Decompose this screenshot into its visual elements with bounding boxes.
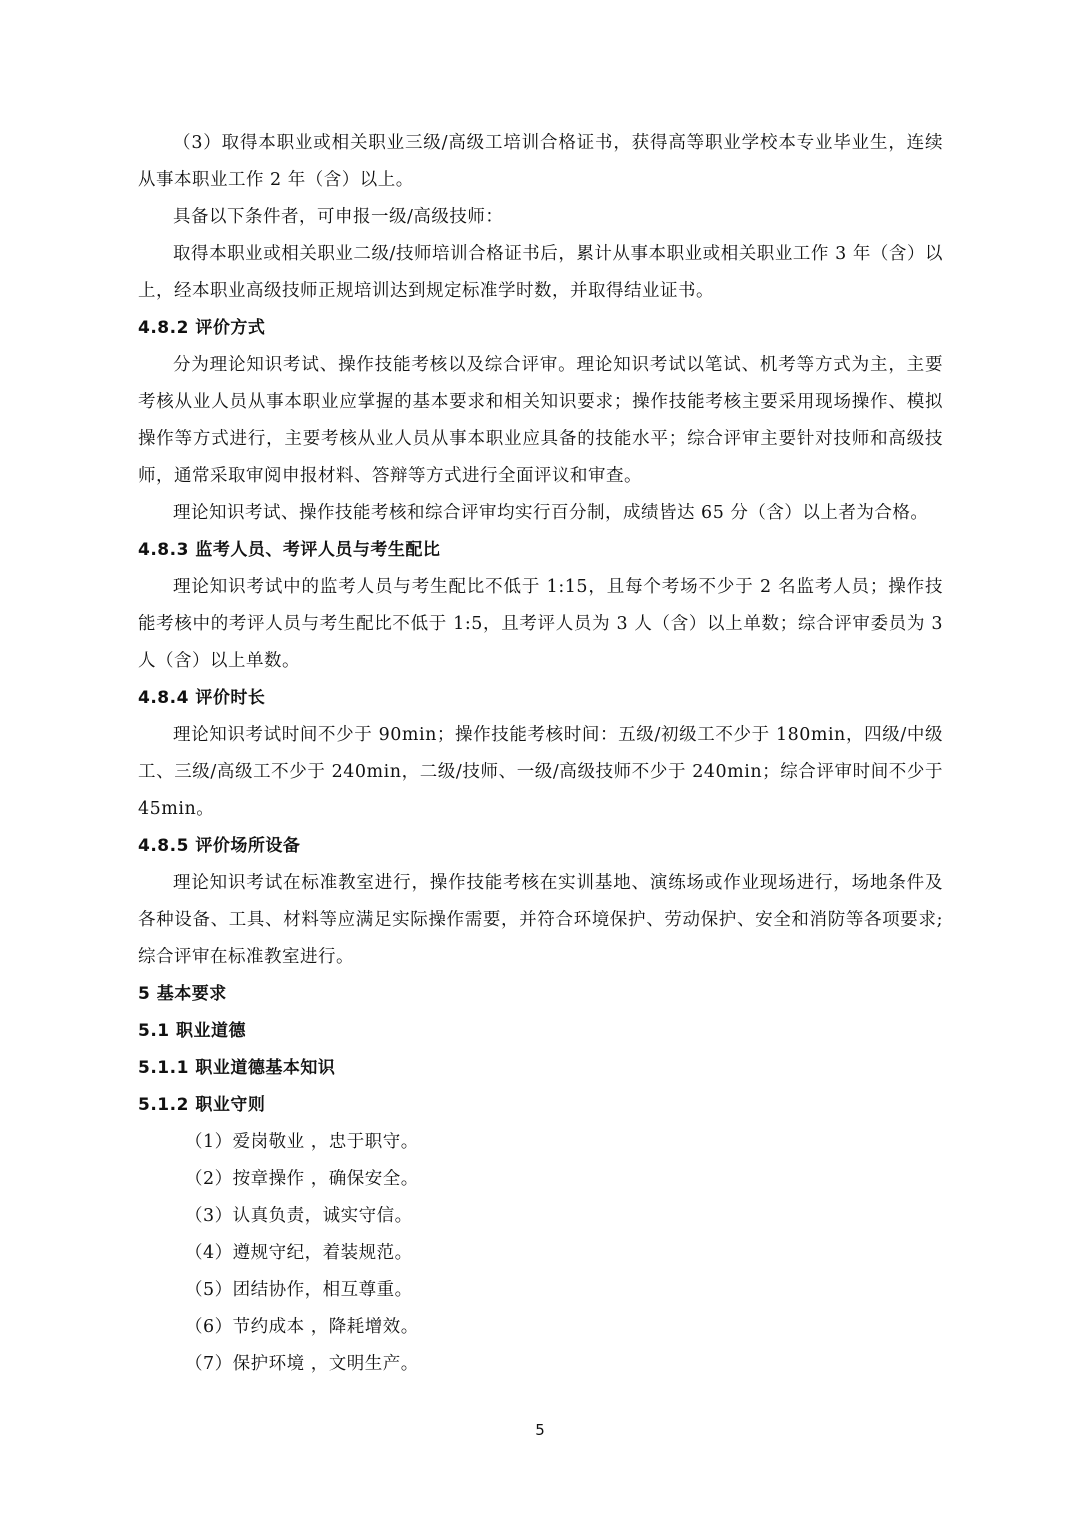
paragraph-venue-equipment: 理论知识考试在标准教室进行，操作技能考核在实训基地、演练场或作业现场进行，场地条件及各种设备、工具、材料等应满足实际操作需要，并符合环境保护、劳动保护、安全和消防等各项要求;综合评审在标准教室进行。 xyxy=(138,873,943,967)
paragraph-duration: 理论知识考试时间不少于 90min；操作技能考核时间：五级/初级工不少于 180min，四级/中级工、三级/高级工不少于 240min，二级/技师、一级/高级技师不少于 240min；综合评审时间不少于 45min。 xyxy=(138,725,943,819)
heading-4-8-5: 4.8.5 评价场所设备 xyxy=(138,836,301,856)
list-item: （4）遵规守纪，着装规范。 xyxy=(185,1243,413,1263)
paragraph-scoring: 理论知识考试、操作技能考核和综合评审均实行百分制，成绩皆达 65 分（含）以上者为合格。 xyxy=(173,503,929,523)
heading-4-8-2: 4.8.2 评价方式 xyxy=(138,318,266,338)
paragraph-senior-technician-intro: 具备以下条件者，可申报一级/高级技师： xyxy=(173,207,504,227)
page-content xyxy=(138,125,943,1383)
page-number: 5 xyxy=(535,1421,545,1439)
code-of-conduct-list xyxy=(138,1124,943,1383)
heading-5-1: 5.1 职业道德 xyxy=(138,1021,247,1041)
paragraph-proctor-ratio: 理论知识考试中的监考人员与考生配比不低于 1:15，且每个考场不少于 2 名监考人员；操作技能考核中的考评人员与考生配比不低于 1:5，且考评人员为 3 人（含）以上单数；综合评审委员为 3 人（含）以上单数。 xyxy=(138,577,943,671)
heading-5-1-1: 5.1.1 职业道德基本知识 xyxy=(138,1058,336,1078)
paragraph-senior-technician-condition: 取得本职业或相关职业二级/技师培训合格证书后，累计从事本职业或相关职业工作 3 年（含）以上，经本职业高级技师正规培训达到规定标准学时数，并取得结业证书。 xyxy=(138,244,943,301)
list-item: （3）认真负责，诚实守信。 xyxy=(185,1206,413,1226)
heading-4-8-4: 4.8.4 评价时长 xyxy=(138,688,266,708)
paragraph-condition-3: （3）取得本职业或相关职业三级/高级工培训合格证书，获得高等职业学校本专业毕业生，连续从事本职业工作 2 年（含）以上。 xyxy=(138,133,943,190)
heading-4-8-3: 4.8.3 监考人员、考评人员与考生配比 xyxy=(138,540,441,560)
list-item: （5）团结协作，相互尊重。 xyxy=(185,1280,413,1300)
list-item: （7）保护环境 ，文明生产。 xyxy=(185,1354,419,1374)
paragraph-evaluation-method: 分为理论知识考试、操作技能考核以及综合评审。理论知识考试以笔试、机考等方式为主，主要考核从业人员从事本职业应掌握的基本要求和相关知识要求；操作技能考核主要采用现场操作、模拟操作等方式进行，主要考核从业人员从事本职业应具备的技能水平；综合评审主要针对技师和高级技师，通常采取审阅申报材料、答辩等方式进行全面评议和审查。 xyxy=(138,355,943,486)
heading-5-1-2: 5.1.2 职业守则 xyxy=(138,1095,266,1115)
list-item: （2）按章操作 ，确保安全。 xyxy=(185,1169,419,1189)
list-item: （1）爱岗敬业 ，忠于职守。 xyxy=(185,1132,419,1152)
list-item: （6）节约成本 ，降耗增效。 xyxy=(185,1317,419,1337)
heading-5: 5 基本要求 xyxy=(138,984,227,1004)
